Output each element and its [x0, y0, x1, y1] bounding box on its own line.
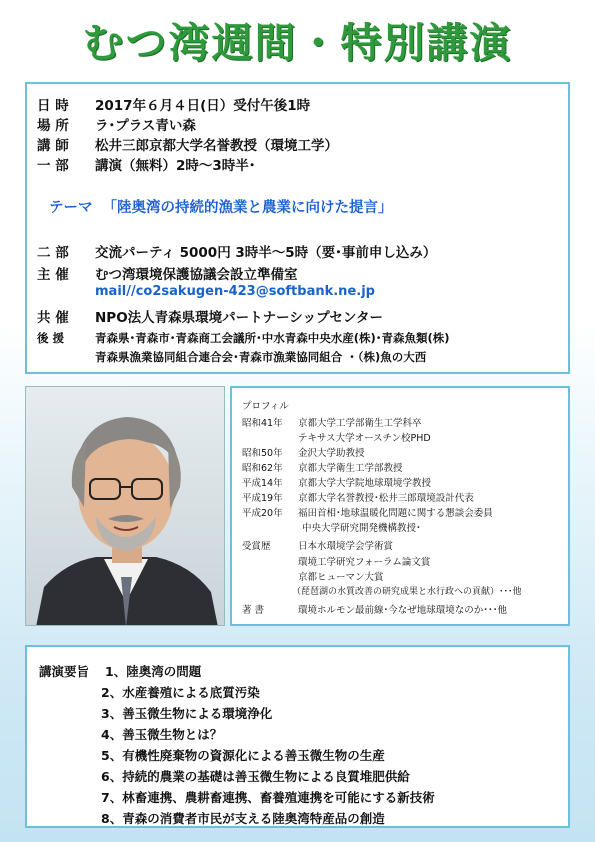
summary-label: 講演要旨 [39, 664, 90, 679]
support-label: 後 援 [37, 331, 65, 345]
profile-text: 京都大学大学院地球環境学教授 [298, 478, 432, 489]
profile-text: 福田首相･地球温暖化問題に関する懇談会委員 [298, 508, 493, 519]
summary-item: 1、陸奥湾の問題 [105, 664, 202, 679]
support-value-1: 青森県･青森市･青森商工会議所･中水青森中央水産(株)･青森魚類(株) [95, 331, 450, 345]
profile-text: 環境工学研究フォーラム論文賞 [298, 557, 431, 568]
summary-item: 3、善玉微生物による環境浄化 [101, 706, 273, 721]
profile-row [242, 602, 562, 614]
profile-row [242, 538, 562, 550]
cohost-value: NPO法人青森県環境パートナーシップセンター [95, 310, 383, 326]
cohost-label: 共 催 [37, 310, 69, 326]
profile-row [242, 475, 562, 487]
page-title: むつ湾週間・特別講演 [82, 19, 513, 67]
part2-value: 交流パーティ 5000円 3時半～5時（要･事前申し込み） [95, 245, 437, 261]
profile-row [242, 584, 562, 596]
event-info-box [25, 82, 570, 374]
profile-row [242, 415, 562, 427]
summary-item: 5、有機性廃棄物の資源化による善玉微生物の生産 [101, 748, 385, 763]
summary-item: 2、水産養殖による底質汚染 [101, 685, 260, 700]
profile-year: 昭和41年 [242, 418, 283, 429]
host-row [37, 263, 298, 283]
profile-text: 京都大学名誉教授･松井三郎環境設計代表 [298, 493, 474, 504]
part1-label: 一 部 [37, 158, 69, 174]
part1-row [37, 154, 256, 174]
host-value: むつ湾環境保護協議会設立準備室 [95, 267, 298, 283]
profile-year: 昭和62年 [242, 463, 283, 474]
theme-label: テーマ [49, 200, 93, 216]
date-row [37, 94, 310, 114]
lecturer-label: 講 師 [37, 138, 69, 154]
part2-row [37, 241, 436, 261]
place-value: ラ･プラス青い森 [95, 118, 196, 134]
place-label: 場 所 [37, 118, 69, 134]
part2-label: 二 部 [37, 245, 69, 261]
lecture-summary-box [25, 645, 570, 828]
profile-text: 京都大学衛生工学部教授 [298, 463, 403, 474]
date-value: 2017年６月４日(日）受付午後1時 [95, 98, 311, 114]
host-label: 主 催 [37, 267, 69, 283]
profile-year: 平成19年 [242, 493, 283, 504]
profile-text: 京都大学工学部衛生工学科卒 [298, 418, 422, 429]
place-row [37, 114, 196, 134]
profile-year: 受賞歴 [242, 541, 271, 552]
profile-row [242, 505, 562, 517]
summary-item: 8、青森の消費者市民が支える陸奥湾特産品の創造 [101, 811, 385, 826]
date-label: 日 時 [37, 98, 69, 114]
profile-text: 日本水環境学会学術賞 [298, 541, 394, 552]
cohost-row [37, 306, 383, 326]
support-value-2: 青森県漁業協同組合連合会･青森市漁業協同組合 ・（株)魚の大西 [95, 350, 427, 364]
profile-row [242, 520, 562, 532]
profile-year: 平成20年 [242, 508, 283, 519]
summary-item: 4、善玉微生物とは？ [101, 727, 223, 742]
profile-row [242, 430, 562, 442]
profile-row [242, 445, 562, 457]
profile-text: 金沢大学助教授 [298, 448, 365, 459]
profile-box [230, 386, 570, 626]
lecturer-row [37, 134, 338, 154]
lecturer-portrait-image [26, 387, 225, 626]
summary-item: 6、持続的農業の基礎は善玉微生物による良質堆肥供給 [101, 769, 410, 784]
profile-text: 環境ホルモン最前線･今なぜ地球環境なのか･･･他 [298, 605, 508, 616]
lecturer-value: 松井三郎京都大学名誉教授（環境工学） [95, 138, 338, 154]
lecture-theme [49, 196, 393, 217]
profile-heading: プロフィル [242, 401, 289, 412]
profile-year: 昭和50年 [242, 448, 283, 459]
part1-value: 講演（無料）2時～3時半･ [95, 158, 256, 174]
profile-text: （琵琶湖の水質改善の研究成果と水行政への貢献）･･･他 [292, 587, 522, 597]
profile-row [242, 460, 562, 472]
profile-row [242, 490, 562, 502]
support-row [37, 330, 450, 346]
profile-year: 平成14年 [242, 478, 283, 489]
profile-text: テキサス大学オースチン校PHD [298, 433, 431, 444]
profile-row [242, 569, 562, 581]
theme-text: 「陸奥湾の持続的漁業と農業に向けた提言」 [102, 200, 393, 216]
profile-year: 著 書 [242, 605, 265, 616]
profile-text: 京都ヒューマン大賞 [298, 572, 384, 583]
lecturer-photo [25, 386, 225, 626]
profile-text: 中央大学研究開発機構教授･ [302, 523, 421, 534]
profile-row [242, 554, 562, 566]
contact-mail[interactable]: mail//co2sakugen-423@softbank.ne.jp [95, 284, 375, 299]
summary-item: 7、林畜連携、農耕畜連携、畜養殖連携を可能にする新技術 [101, 790, 435, 805]
